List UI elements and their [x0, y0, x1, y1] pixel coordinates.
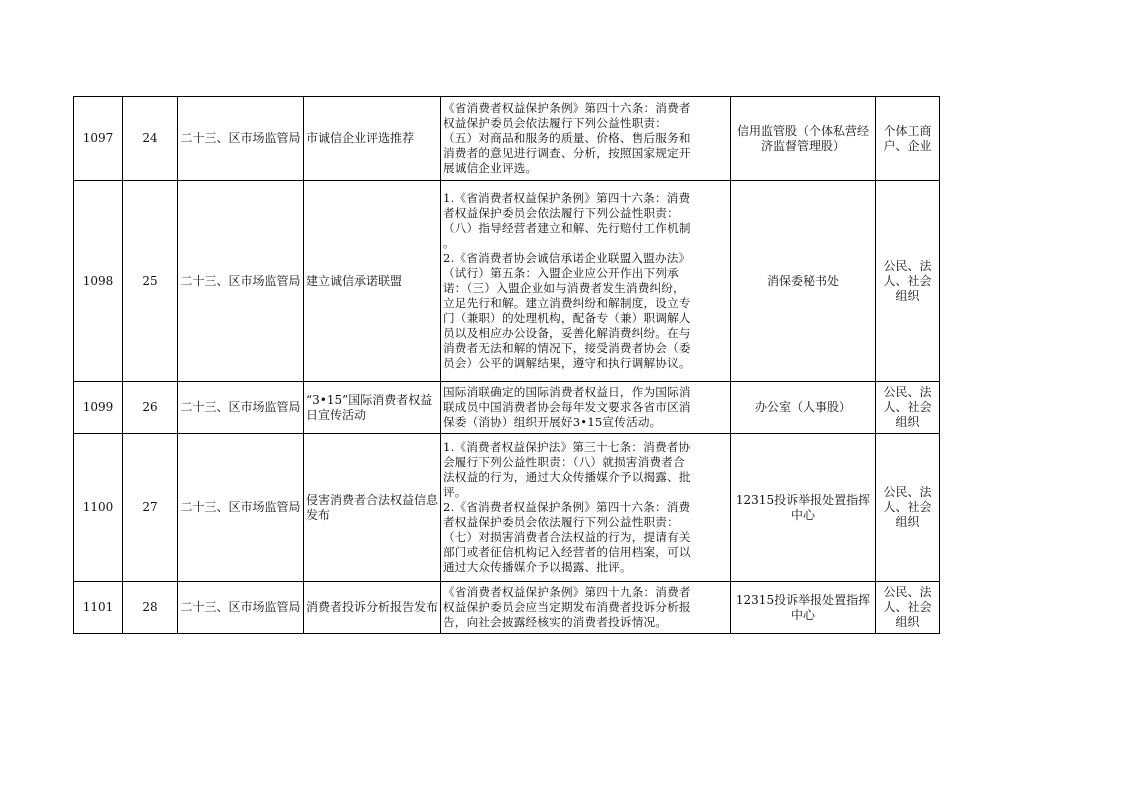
table-row	[74, 582, 940, 634]
item-name-cell: 市诚信企业评选推荐	[304, 97, 441, 181]
department-cell: 二十三、区市场监管局	[178, 382, 304, 434]
department-cell: 二十三、区市场监管局	[178, 582, 304, 634]
basis-line: 门（兼职）的处理机构，配备专（兼）职调解人	[443, 311, 691, 325]
basis-line: 消费者的意见进行调查、分析，按照国家规定开	[443, 146, 691, 160]
basis-line: 。	[443, 236, 455, 250]
basis-line: 员会）公平的调解结果，遵守和执行调解协议。	[443, 356, 691, 370]
legal-basis-cell	[441, 97, 731, 181]
table-row	[74, 181, 940, 382]
basis-line: 消费者无法和解的情况下，接受消费者协会（委	[443, 341, 691, 355]
basis-line: 展诚信企业评选。	[443, 161, 538, 175]
department-cell: 二十三、区市场监管局	[178, 181, 304, 382]
basis-line: 2.《省消费者协会诚信承诺企业联盟入盟办法》	[443, 251, 691, 265]
row-index-cell: 1099	[74, 382, 123, 434]
legal-basis-cell	[441, 382, 731, 434]
item-name-cell: “3•15”国际消费者权益日宣传活动	[304, 382, 441, 434]
basis-line: 会履行下列公益性职责：（八）就损害消费者合	[443, 455, 685, 469]
basis-line: 部门或者征信机构记入经营者的信用档案，可以	[443, 545, 691, 559]
basis-line: 通过大众传播媒介予以揭露、批评。	[443, 560, 632, 574]
basis-line: 权益保护委员会应当定期发布消费者投诉分析报	[443, 600, 691, 614]
basis-line: 国际消联确定的国际消费者权益日，作为国际消	[443, 385, 691, 399]
service-target-cell: 公民、法人、社会组织	[876, 382, 940, 434]
row-index-cell: 1098	[74, 181, 123, 382]
basis-line: 联成员中国消费者协会每年发文要求各省市区消	[443, 400, 691, 414]
basis-line: 者权益保护委员会依法履行下列公益性职责：	[443, 206, 679, 220]
basis-line: 者权益保护委员会依法履行下列公益性职责：	[443, 515, 679, 529]
table-row	[74, 434, 940, 582]
service-items-table	[73, 96, 940, 634]
basis-line: 保委（消协）组织开展好3•15宣传活动。	[443, 415, 662, 429]
responsible-office-cell: 办公室（人事股）	[731, 382, 876, 434]
basis-line: 诺：（三）入盟企业如与消费者发生消费纠纷，	[443, 281, 685, 295]
legal-basis-cell	[441, 434, 731, 582]
basis-line: 1.《消费者权益保护法》第三十七条：消费者协	[443, 440, 691, 454]
table-row	[74, 97, 940, 181]
basis-line: （七）对损害消费者合法权益的行为，提请有关	[443, 530, 691, 544]
row-seq-cell: 26	[123, 382, 178, 434]
row-seq-cell: 28	[123, 582, 178, 634]
responsible-office-cell: 12315投诉举报处置指挥中心	[731, 582, 876, 634]
item-name-cell: 建立诚信承诺联盟	[304, 181, 441, 382]
service-target-cell: 个体工商户、企业	[876, 97, 940, 181]
row-seq-cell: 25	[123, 181, 178, 382]
basis-line: （五）对商品和服务的质量、价格、售后服务和	[443, 131, 691, 145]
legal-basis-cell	[441, 582, 731, 634]
row-index-cell: 1097	[74, 97, 123, 181]
basis-line: 《省消费者权益保护条例》第四十六条：消费者	[443, 101, 691, 115]
service-target-cell: 公民、法人、社会组织	[876, 582, 940, 634]
service-target-cell: 公民、法人、社会组织	[876, 434, 940, 582]
item-name-cell: 侵害消费者合法权益信息发布	[304, 434, 441, 582]
basis-line: 告，向社会披露经核实的消费者投诉情况。	[443, 615, 668, 629]
basis-line: 立足先行和解。建立消费纠纷和解制度，设立专	[443, 296, 691, 310]
basis-line: 评。	[443, 485, 467, 499]
row-seq-cell: 24	[123, 97, 178, 181]
table-row	[74, 382, 940, 434]
department-cell: 二十三、区市场监管局	[178, 97, 304, 181]
basis-line: 2.《省消费者权益保护条例》第四十六条：消费	[443, 500, 691, 514]
responsible-office-cell: 12315投诉举报处置指挥中心	[731, 434, 876, 582]
basis-line: 法权益的行为，通过大众传播媒介予以揭露、批	[443, 470, 691, 484]
legal-basis-cell	[441, 181, 731, 382]
basis-line: 员以及相应办公设备，妥善化解消费纠纷。在与	[443, 326, 691, 340]
row-index-cell: 1100	[74, 434, 123, 582]
basis-line: 《省消费者权益保护条例》第四十九条：消费者	[443, 585, 691, 599]
row-seq-cell: 27	[123, 434, 178, 582]
item-name-cell: 消费者投诉分析报告发布	[304, 582, 441, 634]
row-index-cell: 1101	[74, 582, 123, 634]
basis-line: （试行）第五条：入盟企业应公开作出下列承	[443, 266, 679, 280]
responsible-office-cell: 信用监管股（个体私营经济监督管理股）	[731, 97, 876, 181]
basis-line: 1.《省消费者权益保护条例》第四十六条：消费	[443, 191, 691, 205]
basis-line: （八）指导经营者建立和解、先行赔付工作机制	[443, 221, 691, 235]
service-target-cell: 公民、法人、社会组织	[876, 181, 940, 382]
responsible-office-cell: 消保委秘书处	[731, 181, 876, 382]
department-cell: 二十三、区市场监管局	[178, 434, 304, 582]
basis-line: 权益保护委员会依法履行下列公益性职责：	[443, 116, 668, 130]
